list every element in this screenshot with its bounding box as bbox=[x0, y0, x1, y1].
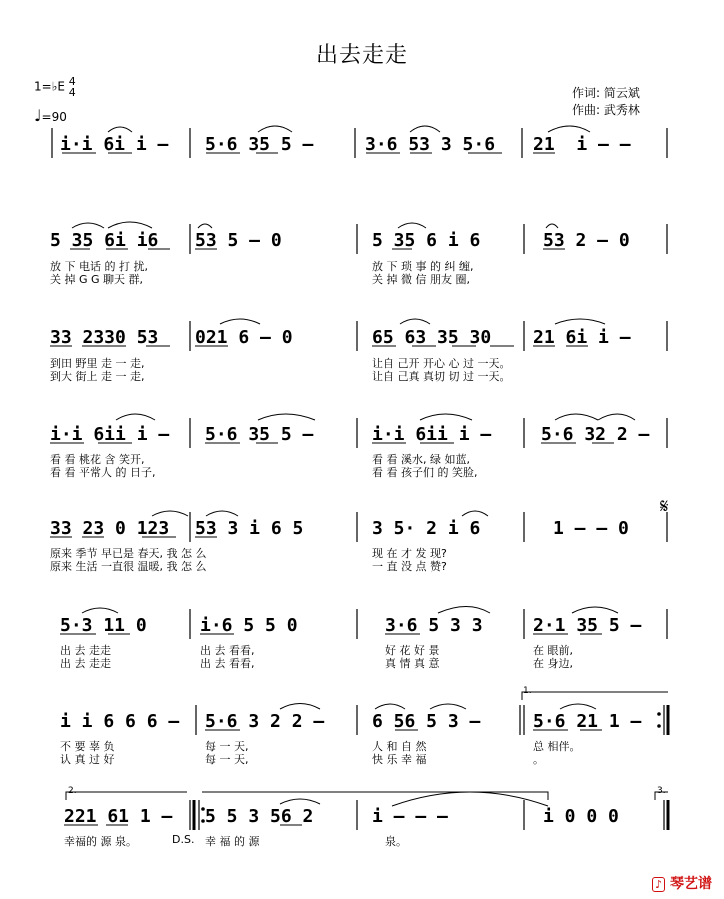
lyric-line: 总 相伴。 bbox=[533, 740, 581, 753]
lyric-line: 让自 己真 真切 切 过 一天。 bbox=[372, 370, 511, 383]
lyric-line: 原来 季节 早已是 春天, 我 怎 么 bbox=[50, 547, 207, 560]
measure: 5·6 32 2 – bbox=[541, 424, 650, 445]
ending-label-3: 3. bbox=[657, 786, 666, 796]
measure: 5 35 6i i6 bbox=[50, 230, 159, 251]
watermark-text: 琴艺谱 bbox=[670, 876, 712, 892]
lyric-line: 原来 生活 一直很 温暖, 我 怎 么 bbox=[50, 560, 207, 573]
watermark-logo bbox=[652, 873, 712, 893]
key-prefix: 1= bbox=[34, 79, 52, 94]
lyric-line: 幸 福 的 源 bbox=[205, 835, 260, 848]
measure: 6 56 5 3 – bbox=[372, 711, 481, 732]
tempo-value: =90 bbox=[41, 110, 67, 124]
measure: i i 6 6 6 – bbox=[60, 711, 180, 732]
measure: 33 23 0 123 bbox=[50, 518, 170, 539]
lyric-line: 真 情 真 意 bbox=[385, 657, 440, 670]
measure: 3 5· 2 i 6 bbox=[372, 518, 481, 539]
ending-label-1: 1. bbox=[523, 686, 532, 696]
measure: 5·6 21 1 – bbox=[533, 711, 642, 732]
measure: i·i 6ii i – bbox=[50, 424, 170, 445]
repeat-dots bbox=[201, 712, 661, 823]
beam-underlines bbox=[50, 153, 614, 825]
lyric-line: 让自 己开 开心 心 过 一天。 bbox=[372, 357, 511, 370]
lyric-line: 在 眼前, bbox=[533, 644, 573, 657]
time-numerator: 4 bbox=[68, 75, 76, 88]
measure: 5·6 3 2 2 – bbox=[205, 711, 325, 732]
lyric-line: 快 乐 幸 福 bbox=[372, 753, 427, 766]
lyric-line: 看 看 平常人 的 日子, bbox=[50, 466, 156, 479]
measure: 021 6 – 0 bbox=[195, 327, 293, 348]
lyric-line: 认 真 过 好 bbox=[60, 753, 115, 766]
lyric-line: 幸福的 源 泉。 bbox=[64, 835, 137, 848]
lyric-line: 好 花 好 景 bbox=[385, 644, 440, 657]
measure: i·6 5 5 0 bbox=[200, 615, 298, 636]
measure: 221 61 1 – bbox=[64, 806, 173, 827]
lyric-line: 不 要 辜 负 bbox=[60, 740, 115, 753]
lyric-line: 每 一 天, bbox=[205, 740, 249, 753]
measure: 5 35 6 i 6 bbox=[372, 230, 481, 251]
lyric-line: 看 看 溪水, 绿 如蓝, bbox=[372, 453, 470, 466]
key-note: E bbox=[57, 79, 65, 94]
lyric-line: 每 一 天, bbox=[205, 753, 249, 766]
measure: 2·1 35 5 – bbox=[533, 615, 642, 636]
barlines bbox=[52, 128, 668, 830]
lyric-line: 在 身边, bbox=[533, 657, 573, 670]
measure: 53 5 – 0 bbox=[195, 230, 282, 251]
lyric-line: 关 掉 微 信 朋友 圈, bbox=[372, 273, 470, 286]
lyric-line: 现 在 才 发 现? bbox=[372, 547, 447, 560]
lyric-line: 出 去 看看, bbox=[200, 657, 255, 670]
song-title: 出去走走 bbox=[315, 43, 408, 68]
lyric-line: 出 去 走走 bbox=[60, 657, 111, 670]
lyric-line: 到田 野里 走 一 走, bbox=[50, 357, 145, 370]
measure: i·i 6i i – bbox=[60, 134, 169, 155]
lyric-line: 人 和 自 然 bbox=[372, 740, 427, 753]
measure: 65 63 35 30 bbox=[372, 327, 492, 348]
measure: 33 2330 53 bbox=[50, 327, 159, 348]
measure: 21 i – – bbox=[533, 134, 631, 155]
lyric-line: 放 下 琐 事 的 纠 缠, bbox=[372, 260, 474, 273]
measure: 5·3 11 0 bbox=[60, 615, 147, 636]
measure: 5 5 3 56 2 bbox=[205, 806, 314, 827]
lyric-line: 放 下 电话 的 打 扰, bbox=[50, 260, 148, 273]
measure: 53 2 – 0 bbox=[543, 230, 630, 251]
measure: 21 6i i – bbox=[533, 327, 631, 348]
measure: 53 3 i 6 5 bbox=[195, 518, 304, 539]
measure: i – – – bbox=[372, 806, 448, 827]
lyric-line: 看 看 桃花 含 笑开, bbox=[50, 453, 145, 466]
measure: i·i 6ii i – bbox=[372, 424, 492, 445]
measure: 3·6 53 3 5·6 bbox=[365, 134, 496, 155]
logo-badge-icon: ♪ bbox=[652, 877, 665, 892]
measure: 5·6 35 5 – bbox=[205, 134, 314, 155]
ds-marker: D.S. bbox=[172, 833, 195, 846]
lyric-line: 看 看 孩子们 的 笑脸, bbox=[372, 466, 478, 479]
lyric-line: 出 去 看看, bbox=[200, 644, 255, 657]
lyric-line: 一 直 没 点 赞? bbox=[372, 560, 447, 573]
volta-brackets bbox=[66, 692, 668, 800]
lyric-line: 到大 街上 走 一 走, bbox=[50, 370, 145, 383]
lyricist-credit: 作词: 简云斌 bbox=[572, 86, 640, 100]
ending-label-2: 2. bbox=[68, 786, 77, 796]
measure: i 0 0 0 bbox=[543, 806, 619, 827]
lyric-line: 。 bbox=[533, 753, 544, 766]
composer-credit: 作曲: 武秀林 bbox=[572, 103, 640, 117]
flat-sign: ♭ bbox=[51, 79, 58, 94]
slurs bbox=[72, 126, 635, 806]
lyric-line: 关 掉 G G 聊天 群, bbox=[50, 273, 144, 286]
time-denominator: 4 bbox=[68, 86, 76, 99]
segno-sign: 𝄋 bbox=[660, 494, 669, 518]
lyric-line: 出 去 走走 bbox=[60, 644, 111, 657]
lyric-line: 泉。 bbox=[385, 835, 407, 848]
quarter-note-icon: ♩ bbox=[34, 106, 42, 125]
measure: 5·6 35 5 – bbox=[205, 424, 314, 445]
measure: 3·6 5 3 3 bbox=[385, 615, 483, 636]
measure: 1 – – 0 bbox=[553, 518, 629, 539]
